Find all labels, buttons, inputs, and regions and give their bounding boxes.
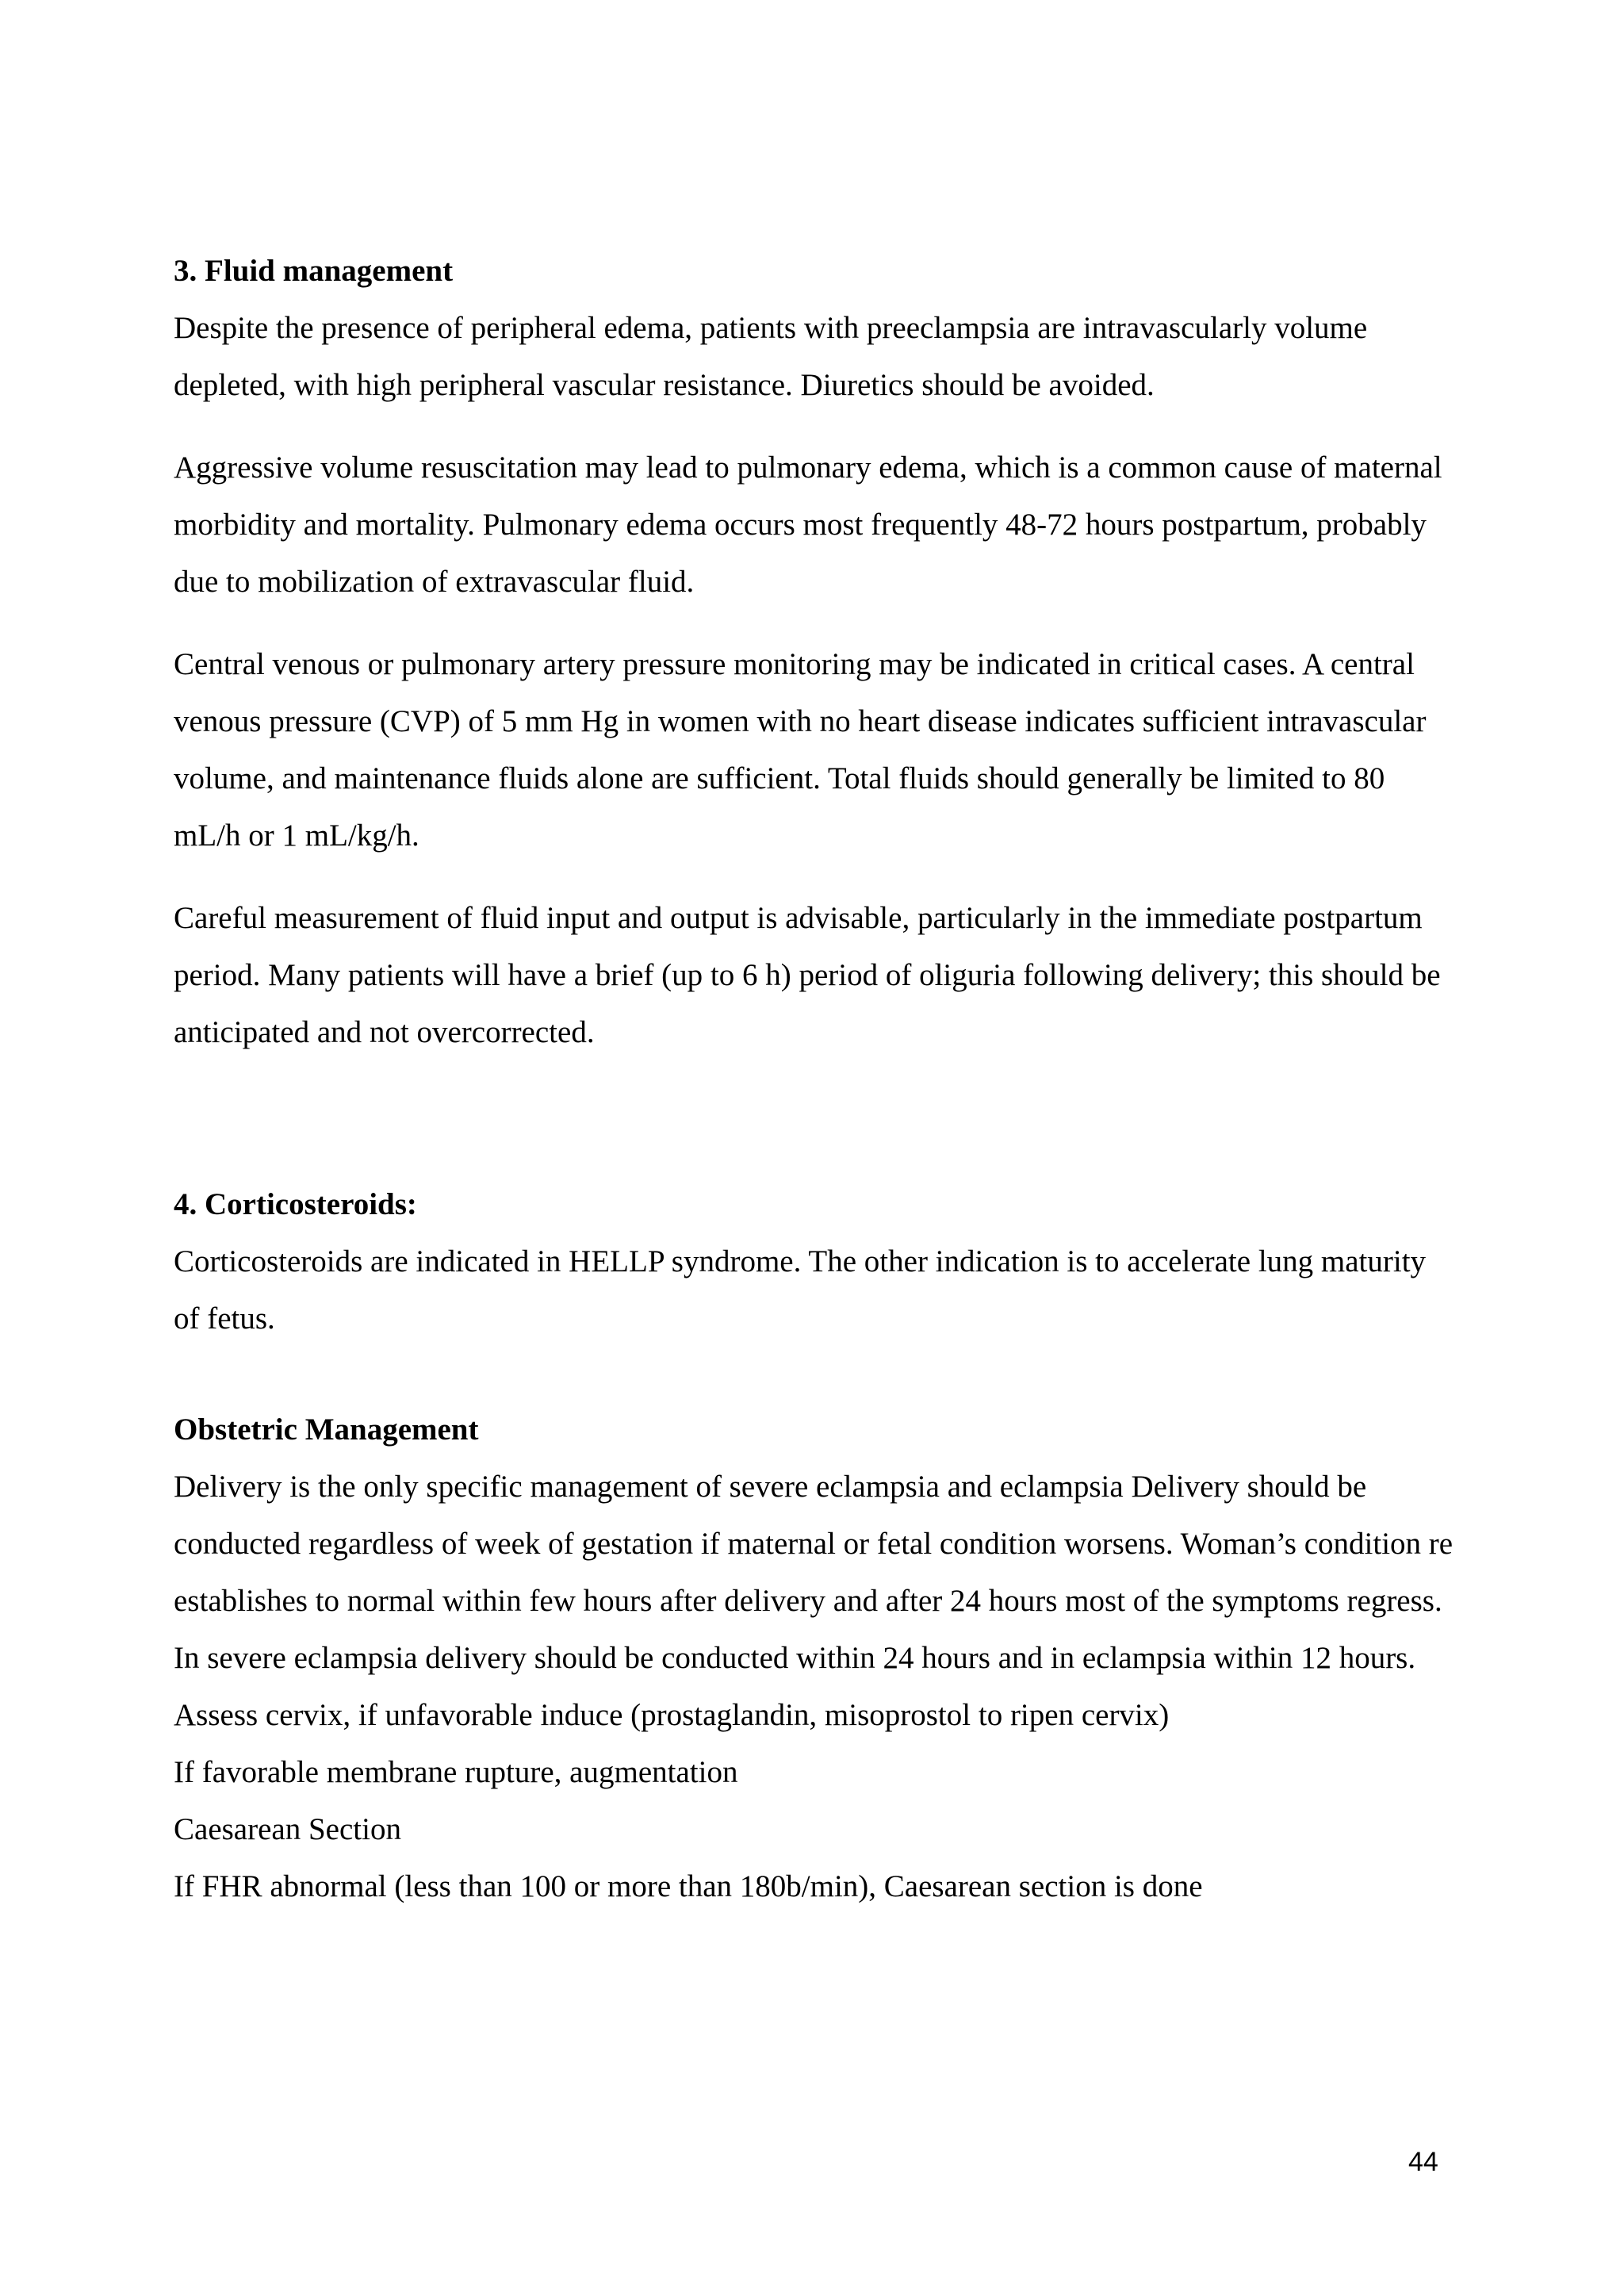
document-body [174, 243, 1458, 1915]
obstetric-paragraph-2: In severe eclampsia delivery should be conducted within 24 hours and in eclampsia within 12 hours. [174, 1641, 1416, 1675]
fluid-management-heading: 3. Fluid management [174, 254, 454, 288]
obstetric-paragraph-1: Delivery is the only specific management of severe eclampsia and eclampsia Delivery should be conducted regardless of week of gestation if maternal or fetal condition worsens. Woman’s condition re establishes to normal within few hours after delivery and after 24 hours most of the symptoms regress. [174, 1470, 1454, 1618]
obstetric-line-fhr: If FHR abnormal (less than 100 or more than 180b/min), Caesarean section is done [174, 1869, 1203, 1903]
corticosteroids-paragraph: Corticosteroids are indicated in HELLP syndrome. The other indication is to accelerate lung maturity of fetus. [174, 1244, 1427, 1336]
obstetric-line-caesarean: Caesarean Section [174, 1812, 401, 1846]
obstetric-line-favorable: If favorable membrane rupture, augmentation [174, 1755, 738, 1789]
fluid-paragraph-1: Despite the presence of peripheral edema, patients with preeclampsia are intravascularly volume depleted, with high peripheral vascular resistance. Diuretics should be avoided. [174, 311, 1368, 402]
fluid-paragraph-4: Careful measurement of fluid input and output is advisable, particularly in the immediate postpartum period. Many patients will have a brief (up to 6 h) period of oliguria following delivery; this should be anticipated and not overcorrected. [174, 901, 1441, 1049]
fluid-paragraph-3: Central venous or pulmonary artery pressure monitoring may be indicated in critical cases. A central venous pressure (CVP) of 5 mm Hg in women with no heart disease indicates sufficient intravascular volume, and maintenance fluids alone are sufficient. Total fluids should generally be limited to 80 mL/h or 1 mL/kg/h. [174, 647, 1427, 853]
obstetric-line-assess-cervix: Assess cervix, if unfavorable induce (prostaglandin, misoprostol to ripen cervix) [174, 1698, 1170, 1732]
fluid-paragraph-2: Aggressive volume resuscitation may lead to pulmonary edema, which is a common cause of maternal morbidity and mortality. Pulmonary edema occurs most frequently 48-72 hours postpartum, probably due to mobilization of extravascular fluid. [174, 450, 1442, 599]
page-number: 44 [1408, 2147, 1438, 2177]
corticosteroids-heading: 4. Corticosteroids: [174, 1187, 417, 1221]
obstetric-management-heading: Obstetric Management [174, 1412, 479, 1447]
